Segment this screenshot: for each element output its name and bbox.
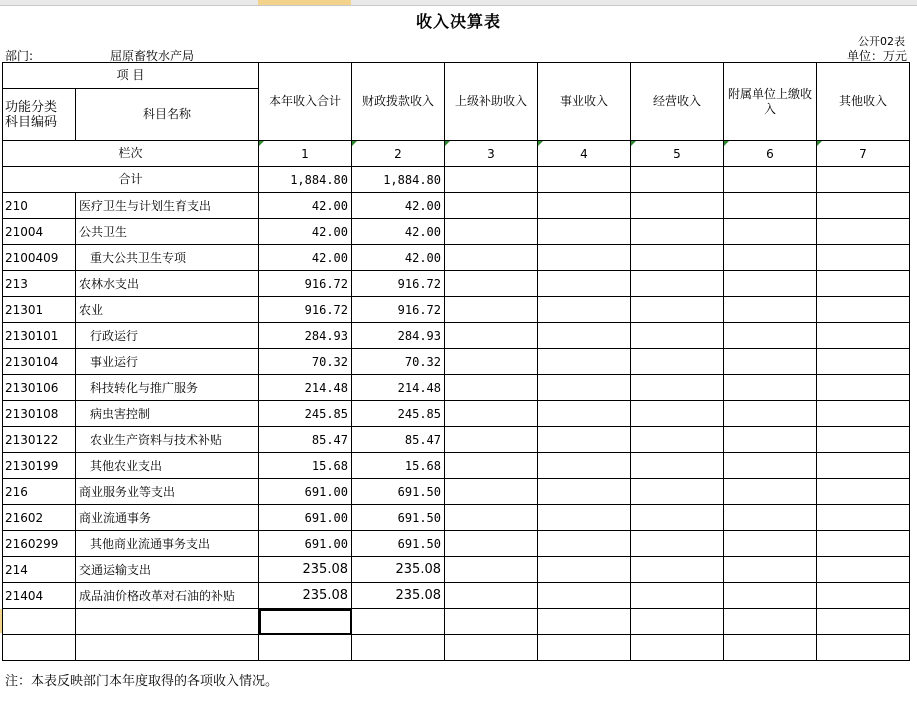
row-total[interactable]: 245.85 xyxy=(259,401,352,427)
table-cell[interactable] xyxy=(631,557,724,583)
empty-row xyxy=(3,635,910,661)
table-cell[interactable] xyxy=(724,245,817,271)
row-fiscal[interactable]: 70.32 xyxy=(352,349,445,375)
row-total[interactable]: 42.00 xyxy=(259,245,352,271)
table-cell[interactable] xyxy=(3,635,76,661)
total-label: 合计 xyxy=(3,167,259,193)
table-row xyxy=(3,479,910,505)
row-fiscal[interactable]: 235.08 xyxy=(352,557,445,583)
row-total[interactable]: 235.08 xyxy=(259,583,352,609)
table-cell[interactable] xyxy=(817,479,910,505)
table-cell[interactable] xyxy=(538,401,631,427)
row-code[interactable]: 214 xyxy=(3,557,76,583)
table-row xyxy=(3,557,910,583)
table-cell[interactable] xyxy=(445,349,538,375)
table-cell[interactable] xyxy=(817,505,910,531)
table-cell[interactable] xyxy=(538,583,631,609)
row-name[interactable]: 医疗卫生与计划生育支出 xyxy=(76,193,259,219)
table-cell[interactable] xyxy=(445,193,538,219)
row-total[interactable]: 916.72 xyxy=(259,271,352,297)
table-cell[interactable] xyxy=(724,375,817,401)
table-cell[interactable] xyxy=(817,271,910,297)
table-cell[interactable] xyxy=(445,479,538,505)
row-name[interactable]: 公共卫生 xyxy=(76,219,259,245)
page-title: 收入决算表 xyxy=(415,12,501,31)
row-code[interactable]: 210 xyxy=(3,193,76,219)
table-cell[interactable] xyxy=(631,453,724,479)
row-name[interactable]: 农业 xyxy=(76,297,259,323)
table-row xyxy=(3,401,910,427)
header-fiscal: 财政拨款收入 xyxy=(352,63,445,141)
table-cell[interactable] xyxy=(76,609,259,635)
row-name[interactable]: 其他商业流通事务支出 xyxy=(76,531,259,557)
table-cell[interactable] xyxy=(445,609,538,635)
table-row xyxy=(3,219,910,245)
row-code[interactable]: 213 xyxy=(3,271,76,297)
table-row xyxy=(3,271,910,297)
row-fiscal[interactable]: 916.72 xyxy=(352,271,445,297)
table-cell[interactable] xyxy=(724,349,817,375)
table-cell[interactable] xyxy=(538,635,631,661)
row-code[interactable]: 2100409 xyxy=(3,245,76,271)
column-index: 2 xyxy=(352,141,445,167)
table-cell[interactable] xyxy=(724,167,817,193)
table-row xyxy=(3,349,910,375)
column-header-bar xyxy=(0,0,917,6)
table-cell[interactable] xyxy=(445,557,538,583)
row-total[interactable]: 42.00 xyxy=(259,193,352,219)
column-index: 3 xyxy=(445,141,538,167)
row-fiscal[interactable]: 42.00 xyxy=(352,219,445,245)
table-cell[interactable] xyxy=(724,609,817,635)
row-code[interactable]: 2130101 xyxy=(3,323,76,349)
header-name: 科目名称 xyxy=(76,89,259,141)
table-row xyxy=(3,323,910,349)
selected-column-marker xyxy=(258,0,351,5)
table-cell[interactable] xyxy=(445,635,538,661)
table-row xyxy=(3,297,910,323)
table-cell[interactable] xyxy=(538,531,631,557)
table-cell[interactable] xyxy=(817,323,910,349)
department-label: 部门: xyxy=(5,49,34,63)
table-cell[interactable] xyxy=(445,167,538,193)
row-name[interactable]: 重大公共卫生专项 xyxy=(76,245,259,271)
table-cell[interactable] xyxy=(445,219,538,245)
table-cell[interactable] xyxy=(631,401,724,427)
unit-label: 单位：万元 xyxy=(846,49,907,63)
row-total[interactable]: 691.00 xyxy=(259,505,352,531)
row-code[interactable]: 21301 xyxy=(3,297,76,323)
table-cell[interactable] xyxy=(631,635,724,661)
row-code[interactable]: 21404 xyxy=(3,583,76,609)
row-total[interactable]: 691.00 xyxy=(259,531,352,557)
table-cell[interactable] xyxy=(538,219,631,245)
table-cell[interactable] xyxy=(445,583,538,609)
empty-row xyxy=(3,609,910,635)
row-code[interactable]: 2130108 xyxy=(3,401,76,427)
row-name[interactable]: 商业服务业等支出 xyxy=(76,479,259,505)
table-row xyxy=(3,531,910,557)
header-other: 其他收入 xyxy=(817,63,910,141)
table-row xyxy=(3,375,910,401)
row-fiscal[interactable]: 42.00 xyxy=(352,193,445,219)
table-cell[interactable] xyxy=(538,505,631,531)
table-cell[interactable] xyxy=(445,245,538,271)
table-cell[interactable] xyxy=(817,245,910,271)
table-cell[interactable] xyxy=(445,271,538,297)
table-cell[interactable] xyxy=(631,323,724,349)
column-index: 5 xyxy=(631,141,724,167)
table-cell[interactable] xyxy=(631,193,724,219)
table-cell[interactable] xyxy=(445,323,538,349)
table-cell[interactable] xyxy=(538,349,631,375)
income-table xyxy=(2,62,910,661)
table-cell[interactable] xyxy=(724,479,817,505)
table-cell[interactable] xyxy=(724,583,817,609)
table-cell[interactable] xyxy=(538,427,631,453)
column-index: 7 xyxy=(817,141,910,167)
column-index: 4 xyxy=(538,141,631,167)
table-row xyxy=(3,453,910,479)
row-total[interactable]: 15.68 xyxy=(259,453,352,479)
total-fiscal[interactable]: 1,884.80 xyxy=(352,167,445,193)
table-cell[interactable] xyxy=(817,219,910,245)
selected-cell[interactable] xyxy=(259,609,352,635)
table-cell[interactable] xyxy=(724,193,817,219)
row-code[interactable]: 2130199 xyxy=(3,453,76,479)
table-cell[interactable] xyxy=(817,375,910,401)
row-fiscal[interactable]: 235.08 xyxy=(352,583,445,609)
table-cell[interactable] xyxy=(817,531,910,557)
table-cell[interactable] xyxy=(445,531,538,557)
table-cell[interactable] xyxy=(817,635,910,661)
table-cell[interactable] xyxy=(631,583,724,609)
row-fiscal[interactable]: 691.50 xyxy=(352,479,445,505)
row-code[interactable]: 21602 xyxy=(3,505,76,531)
table-cell[interactable] xyxy=(352,635,445,661)
total-amount[interactable]: 1,884.80 xyxy=(259,167,352,193)
table-cell[interactable] xyxy=(724,557,817,583)
table-cell[interactable] xyxy=(631,349,724,375)
header-code: 功能分类 科目编码 xyxy=(3,89,76,141)
table-cell[interactable] xyxy=(724,323,817,349)
table-cell[interactable] xyxy=(817,193,910,219)
header-item: 项 目 xyxy=(3,63,259,89)
table-cell[interactable] xyxy=(445,505,538,531)
table-cell[interactable] xyxy=(631,167,724,193)
table-cell[interactable] xyxy=(538,323,631,349)
table-cell[interactable] xyxy=(631,375,724,401)
table-cell[interactable] xyxy=(538,245,631,271)
header-operating: 经营收入 xyxy=(631,63,724,141)
table-cell[interactable] xyxy=(631,297,724,323)
table-row xyxy=(3,245,910,271)
row-name[interactable]: 其他农业支出 xyxy=(76,453,259,479)
table-note: 注：本表反映部门本年度取得的各项收入情况。 xyxy=(5,674,279,689)
table-cell[interactable] xyxy=(724,219,817,245)
table-row xyxy=(3,583,910,609)
table-cell[interactable] xyxy=(445,453,538,479)
row-fiscal[interactable]: 284.93 xyxy=(352,323,445,349)
row-total[interactable]: 214.48 xyxy=(259,375,352,401)
table-cell[interactable] xyxy=(817,557,910,583)
header-total: 本年收入合计 xyxy=(259,63,352,141)
table-cell[interactable] xyxy=(352,609,445,635)
table-cell[interactable] xyxy=(445,375,538,401)
table-cell[interactable] xyxy=(445,401,538,427)
row-total[interactable]: 691.00 xyxy=(259,479,352,505)
row-code[interactable]: 21004 xyxy=(3,219,76,245)
row-total[interactable]: 42.00 xyxy=(259,219,352,245)
department-name: 屈原畜牧水产局 xyxy=(110,49,195,63)
table-row xyxy=(3,505,910,531)
table-cell[interactable] xyxy=(631,219,724,245)
row-fiscal[interactable]: 916.72 xyxy=(352,297,445,323)
table-cell[interactable] xyxy=(724,453,817,479)
table-cell[interactable] xyxy=(538,453,631,479)
table-cell[interactable] xyxy=(817,583,910,609)
table-cell[interactable] xyxy=(538,609,631,635)
row-fiscal[interactable]: 214.48 xyxy=(352,375,445,401)
row-fiscal[interactable]: 245.85 xyxy=(352,401,445,427)
table-cell[interactable] xyxy=(724,505,817,531)
table-cell[interactable] xyxy=(631,427,724,453)
row-total[interactable]: 284.93 xyxy=(259,323,352,349)
table-cell[interactable] xyxy=(631,245,724,271)
table-cell[interactable] xyxy=(631,505,724,531)
row-name[interactable]: 行政运行 xyxy=(76,323,259,349)
table-cell[interactable] xyxy=(817,453,910,479)
header-upper: 上级补助收入 xyxy=(445,63,538,141)
table-row xyxy=(3,427,910,453)
table-cell[interactable] xyxy=(538,557,631,583)
row-name[interactable]: 农业生产资料与技术补贴 xyxy=(76,427,259,453)
table-cell[interactable] xyxy=(631,271,724,297)
table-cell[interactable] xyxy=(538,375,631,401)
table-cell[interactable] xyxy=(817,609,910,635)
table-row xyxy=(3,193,910,219)
row-fiscal[interactable]: 42.00 xyxy=(352,245,445,271)
table-cell[interactable] xyxy=(817,401,910,427)
form-number: 公开02表 xyxy=(858,35,905,48)
row-code[interactable]: 2160299 xyxy=(3,531,76,557)
row-total[interactable]: 235.08 xyxy=(259,557,352,583)
table-cell[interactable] xyxy=(445,427,538,453)
column-index: 1 xyxy=(259,141,352,167)
row-fiscal[interactable]: 691.50 xyxy=(352,505,445,531)
row-code[interactable]: 216 xyxy=(3,479,76,505)
table-cell[interactable] xyxy=(538,479,631,505)
row-total[interactable]: 916.72 xyxy=(259,297,352,323)
row-name[interactable]: 病虫害控制 xyxy=(76,401,259,427)
row-name[interactable]: 事业运行 xyxy=(76,349,259,375)
table-cell[interactable] xyxy=(724,271,817,297)
table-cell[interactable] xyxy=(817,297,910,323)
table-cell[interactable] xyxy=(724,427,817,453)
row-fiscal[interactable]: 15.68 xyxy=(352,453,445,479)
table-cell[interactable] xyxy=(631,609,724,635)
row-name[interactable]: 农林水支出 xyxy=(76,271,259,297)
table-cell[interactable] xyxy=(538,167,631,193)
row-name[interactable]: 科技转化与推广服务 xyxy=(76,375,259,401)
row-total[interactable]: 70.32 xyxy=(259,349,352,375)
table-cell[interactable] xyxy=(538,193,631,219)
column-index: 6 xyxy=(724,141,817,167)
table-cell[interactable] xyxy=(445,297,538,323)
table-cell[interactable] xyxy=(631,479,724,505)
header-business: 事业收入 xyxy=(538,63,631,141)
table-cell[interactable] xyxy=(817,167,910,193)
column-index-label: 栏次 xyxy=(3,141,259,167)
table-cell[interactable] xyxy=(817,427,910,453)
row-code[interactable]: 2130104 xyxy=(3,349,76,375)
table-cell[interactable] xyxy=(3,609,76,635)
table-cell[interactable] xyxy=(538,271,631,297)
row-name[interactable]: 成品油价格改革对石油的补贴 xyxy=(76,583,259,609)
header-affiliated: 附属单位上缴收入 xyxy=(724,63,817,141)
table-cell[interactable] xyxy=(631,531,724,557)
table-cell[interactable] xyxy=(538,297,631,323)
row-code[interactable]: 2130122 xyxy=(3,427,76,453)
table-cell[interactable] xyxy=(724,297,817,323)
row-code[interactable]: 2130106 xyxy=(3,375,76,401)
table-cell[interactable] xyxy=(259,635,352,661)
table-cell[interactable] xyxy=(76,635,259,661)
table-cell[interactable] xyxy=(817,349,910,375)
row-fiscal[interactable]: 691.50 xyxy=(352,531,445,557)
table-cell[interactable] xyxy=(724,531,817,557)
row-name[interactable]: 商业流通事务 xyxy=(76,505,259,531)
row-name[interactable]: 交通运输支出 xyxy=(76,557,259,583)
row-total[interactable]: 85.47 xyxy=(259,427,352,453)
row-fiscal[interactable]: 85.47 xyxy=(352,427,445,453)
table-cell[interactable] xyxy=(724,401,817,427)
table-cell[interactable] xyxy=(724,635,817,661)
